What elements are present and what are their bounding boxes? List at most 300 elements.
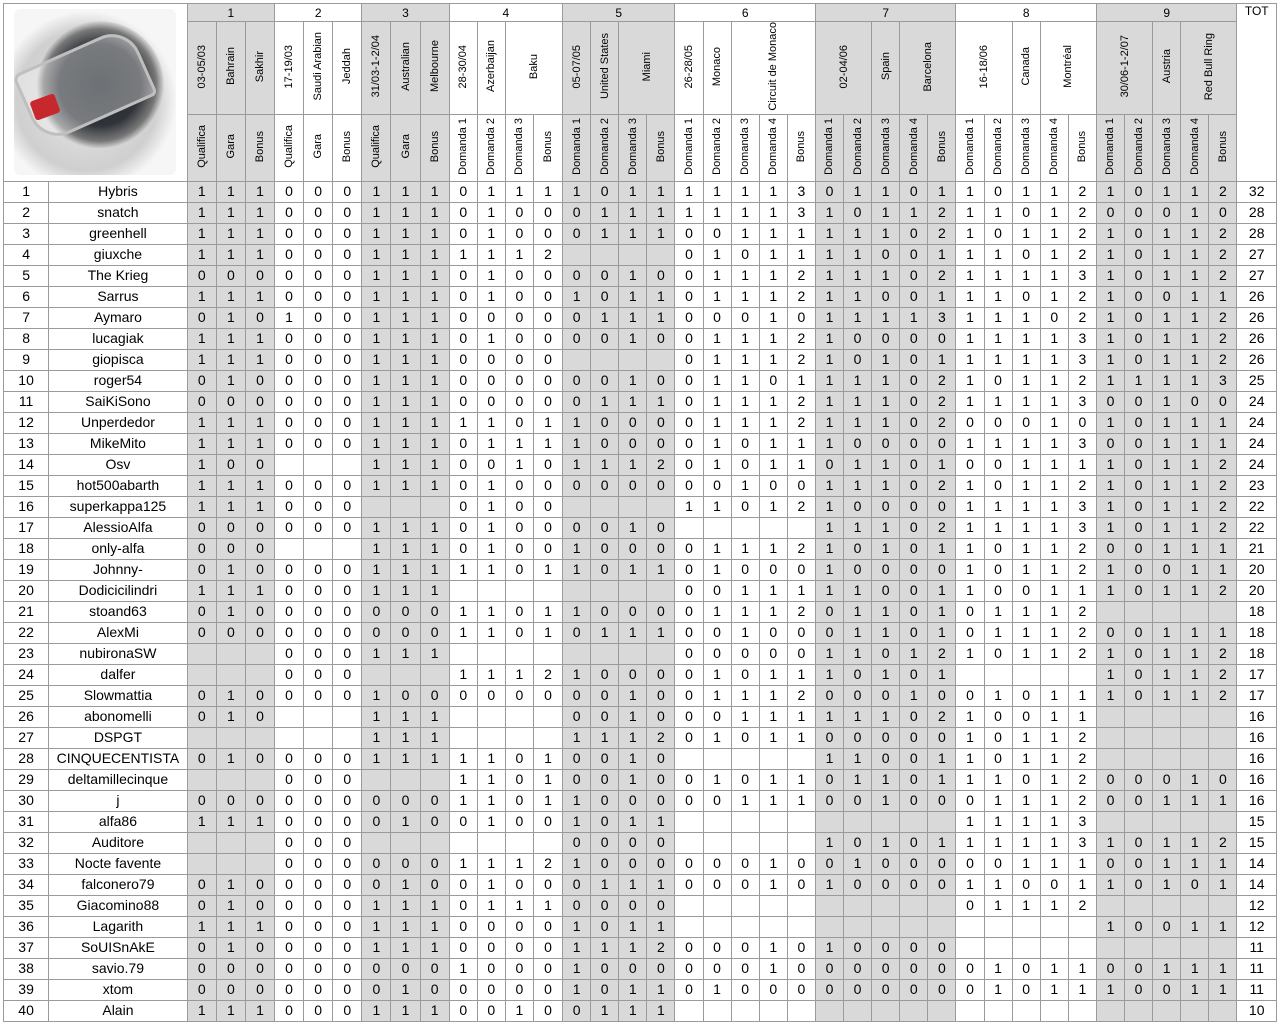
score-cell: 0 [647,790,675,811]
score-cell: 0 [900,328,928,349]
score-cell [216,664,245,685]
score-cell: 0 [787,874,815,895]
score-cell: 0 [872,328,900,349]
score-cell: 1 [1096,265,1124,286]
player-name-cell: deltamillecinque [49,769,188,790]
score-cell [787,1000,815,1021]
score-cell: 1 [956,706,984,727]
player-name-cell: Dodicicilindri [49,580,188,601]
score-cell: 0 [304,202,333,223]
race-date [675,22,703,115]
score-cell: 1 [216,286,245,307]
score-cell: 0 [333,412,362,433]
race-circuit-text: Barcelona [921,41,934,92]
score-cell: 0 [533,517,562,538]
score-cell: 1 [563,937,591,958]
score-cell [619,496,647,517]
player-name-cell: roger54 [49,370,188,391]
score-cell: 0 [1125,853,1153,874]
score-cell: 0 [477,979,505,1000]
score-cell: 1 [420,328,449,349]
round-number-row [4,4,1277,22]
score-cell: 1 [420,1000,449,1021]
score-cell: 0 [647,601,675,622]
score-cell: 0 [563,874,591,895]
score-cell: 1 [1012,328,1040,349]
score-cell: 1 [956,349,984,370]
score-cell [420,832,449,853]
score-cell: 0 [304,895,333,916]
score-cell: 0 [245,517,274,538]
score-cell: 1 [1153,853,1181,874]
score-cell: 0 [1125,790,1153,811]
score-cell [759,748,787,769]
score-cell: 1 [391,916,420,937]
score-cell: 1 [391,433,420,454]
score-cell: 0 [872,874,900,895]
score-cell: 0 [619,895,647,916]
scoring-type-text: Gara [399,133,412,159]
score-cell: 0 [1125,433,1153,454]
score-cell: 1 [1209,412,1237,433]
score-cell: 1 [1153,454,1181,475]
race-circuit-text: Red Bull Ring [1202,32,1215,100]
score-cell: 0 [533,979,562,1000]
score-cell: 1 [1068,454,1096,475]
score-cell: 1 [245,580,274,601]
position-cell: 11 [4,391,49,412]
score-cell: 1 [420,559,449,580]
player-name-cell: Hybris [49,181,188,202]
score-cell: 1 [619,391,647,412]
score-cell: 1 [787,727,815,748]
score-cell: 0 [563,769,591,790]
score-cell: 1 [245,223,274,244]
score-cell: 1 [362,181,391,202]
player-name-cell: Osv [49,454,188,475]
score-cell: 1 [1153,832,1181,853]
score-cell: 1 [1181,496,1209,517]
score-cell: 0 [187,874,216,895]
score-cell: 0 [675,307,703,328]
score-cell: 0 [505,979,533,1000]
player-name-cell: nubironaSW [49,643,188,664]
score-cell: 0 [505,958,533,979]
score-cell: 1 [872,538,900,559]
score-cell: 1 [928,622,956,643]
round-number: 2 [275,4,362,22]
score-cell: 1 [731,790,759,811]
score-cell: 1 [449,958,477,979]
score-cell: 0 [900,622,928,643]
score-cell: 0 [591,328,619,349]
score-cell: 0 [449,916,477,937]
total-cell: 15 [1237,832,1277,853]
score-cell: 1 [187,202,216,223]
score-cell: 1 [703,979,731,1000]
score-cell: 0 [420,622,449,643]
score-cell: 1 [844,853,872,874]
score-cell: 0 [928,727,956,748]
scoring-type-text: Domanda 2 [711,117,724,175]
score-cell: 1 [1181,643,1209,664]
score-cell: 1 [1181,370,1209,391]
score-cell: 1 [984,349,1012,370]
player-name-cell: Nocte favente [49,853,188,874]
score-cell [505,727,533,748]
player-name-cell: lucagiak [49,328,188,349]
score-cell: 1 [391,475,420,496]
score-cell: 0 [187,748,216,769]
score-cell [956,664,984,685]
race-date [815,22,871,115]
score-cell: 1 [872,307,900,328]
score-cell: 1 [563,664,591,685]
score-cell [928,895,956,916]
score-cell: 0 [245,454,274,475]
scoring-type [477,114,505,181]
score-cell: 1 [477,475,505,496]
score-cell: 0 [591,475,619,496]
score-cell: 1 [844,643,872,664]
score-cell: 0 [563,307,591,328]
scoring-type-text: Domanda 1 [1104,117,1117,175]
score-cell: 0 [304,412,333,433]
player-name-cell: abonomelli [49,706,188,727]
score-cell: 1 [1040,475,1068,496]
score-cell: 1 [1040,958,1068,979]
score-cell: 1 [1040,538,1068,559]
score-cell: 0 [563,706,591,727]
score-cell [872,916,900,937]
score-cell: 0 [984,643,1012,664]
race-country-text: Canada [1020,47,1033,86]
score-cell [245,727,274,748]
score-cell [391,832,420,853]
score-cell: 0 [304,349,333,370]
score-cell: 1 [703,181,731,202]
score-cell: 1 [1181,832,1209,853]
total-cell: 11 [1237,979,1277,1000]
total-cell: 12 [1237,916,1277,937]
score-cell [1181,1000,1209,1021]
score-cell: 0 [619,958,647,979]
score-cell: 0 [703,307,731,328]
score-cell: 0 [703,874,731,895]
score-cell: 1 [956,559,984,580]
score-cell [984,1000,1012,1021]
score-cell [1068,916,1096,937]
score-cell: 1 [815,349,843,370]
score-cell: 0 [275,748,304,769]
score-cell: 1 [1153,391,1181,412]
score-cell: 1 [245,181,274,202]
score-cell: 1 [477,244,505,265]
score-cell: 0 [187,601,216,622]
score-cell: 1 [844,391,872,412]
score-cell: 0 [815,601,843,622]
score-cell: 0 [304,958,333,979]
score-cell [362,496,391,517]
score-cell: 1 [647,874,675,895]
score-cell: 0 [900,496,928,517]
score-cell: 0 [1012,874,1040,895]
score-cell: 1 [591,622,619,643]
score-cell [245,853,274,874]
score-cell: 2 [647,727,675,748]
score-cell: 0 [505,517,533,538]
score-cell: 2 [533,853,562,874]
score-cell: 1 [187,181,216,202]
player-name-cell: falconero79 [49,874,188,895]
score-cell: 1 [216,496,245,517]
score-cell: 2 [787,391,815,412]
score-cell [449,580,477,601]
score-cell: 1 [759,685,787,706]
score-cell: 0 [449,1000,477,1021]
score-cell: 2 [1068,769,1096,790]
player-name-cell: Giacomino88 [49,895,188,916]
score-cell: 2 [787,601,815,622]
score-cell [533,706,562,727]
score-cell: 1 [844,748,872,769]
score-cell: 1 [984,517,1012,538]
score-cell: 0 [731,769,759,790]
score-cell: 1 [844,475,872,496]
score-cell: 1 [1181,979,1209,1000]
score-cell: 0 [333,223,362,244]
score-cell [1181,937,1209,958]
score-cell: 1 [1209,958,1237,979]
race-country-text: Australian [399,41,412,91]
score-cell: 0 [245,979,274,1000]
score-cell: 1 [1040,433,1068,454]
race-country [304,22,333,115]
score-cell [1096,727,1124,748]
score-cell: 1 [449,559,477,580]
score-cell [187,853,216,874]
score-cell: 1 [1153,181,1181,202]
score-cell: 0 [1153,559,1181,580]
score-cell: 0 [900,391,928,412]
score-cell: 0 [675,454,703,475]
score-cell: 1 [362,286,391,307]
score-cell [872,895,900,916]
score-cell: 0 [333,349,362,370]
score-cell: 1 [1096,181,1124,202]
score-cell: 0 [333,1000,362,1021]
player-name-cell: SoUISnAkE [49,937,188,958]
score-cell: 0 [675,433,703,454]
score-cell: 1 [533,769,562,790]
score-cell: 1 [815,286,843,307]
score-cell [928,1000,956,1021]
score-cell: 0 [1125,496,1153,517]
scoring-type [1096,114,1124,181]
score-cell [619,580,647,601]
table-row [4,748,1277,769]
score-cell: 2 [1068,559,1096,580]
score-cell: 0 [647,370,675,391]
score-cell: 1 [787,580,815,601]
race-circuit-text: Miami [640,51,653,81]
score-cell: 1 [1181,790,1209,811]
score-cell: 0 [505,223,533,244]
scoring-type-text: Domanda 4 [907,117,920,175]
position-cell: 1 [4,181,49,202]
score-cell: 1 [984,286,1012,307]
score-cell: 0 [275,937,304,958]
total-cell: 24 [1237,454,1277,475]
score-cell: 0 [304,601,333,622]
table-row [4,937,1277,958]
score-cell: 2 [647,454,675,475]
scoring-type [731,114,759,181]
score-cell [787,832,815,853]
score-cell: 1 [956,811,984,832]
position-cell: 8 [4,328,49,349]
table-row [4,475,1277,496]
position-cell: 39 [4,979,49,1000]
score-cell: 1 [1068,853,1096,874]
score-cell [815,1000,843,1021]
position-cell: 24 [4,664,49,685]
score-cell: 0 [245,559,274,580]
score-cell: 1 [844,622,872,643]
position-cell: 6 [4,286,49,307]
table-row [4,559,1277,580]
score-cell: 1 [984,832,1012,853]
score-cell: 0 [304,811,333,832]
score-cell: 0 [956,685,984,706]
score-cell: 0 [872,685,900,706]
score-cell: 0 [533,328,562,349]
score-cell: 0 [449,286,477,307]
score-cell [245,664,274,685]
score-cell [187,769,216,790]
score-cell: 0 [591,769,619,790]
score-cell [1181,727,1209,748]
score-cell: 0 [787,307,815,328]
score-cell: 1 [187,475,216,496]
score-cell: 1 [787,454,815,475]
total-cell: 23 [1237,475,1277,496]
score-cell: 1 [731,181,759,202]
race-country [216,22,245,115]
score-cell [245,643,274,664]
score-cell: 1 [815,412,843,433]
score-cell: 0 [449,874,477,895]
score-cell: 1 [591,937,619,958]
score-cell: 1 [187,223,216,244]
score-cell: 1 [362,580,391,601]
scoring-type [872,114,900,181]
score-cell: 1 [477,790,505,811]
score-cell: 1 [591,727,619,748]
score-cell: 1 [505,454,533,475]
score-cell: 0 [333,286,362,307]
total-cell: 18 [1237,622,1277,643]
score-cell: 1 [1040,979,1068,1000]
score-cell [984,937,1012,958]
score-cell: 0 [449,433,477,454]
score-cell: 1 [1181,559,1209,580]
score-cell: 0 [1012,685,1040,706]
score-cell: 0 [275,475,304,496]
score-cell: 0 [477,958,505,979]
score-cell: 3 [1068,391,1096,412]
score-cell: 1 [1040,769,1068,790]
score-cell: 0 [304,832,333,853]
score-cell: 0 [1125,223,1153,244]
score-cell: 1 [1040,328,1068,349]
score-cell: 0 [647,748,675,769]
score-cell: 1 [815,496,843,517]
score-cell: 0 [477,1000,505,1021]
score-cell: 0 [533,538,562,559]
score-cell: 0 [304,265,333,286]
scoring-type-text: Domanda 3 [1020,117,1033,175]
score-cell [216,832,245,853]
position-cell: 38 [4,958,49,979]
score-cell: 0 [333,601,362,622]
score-cell: 0 [275,349,304,370]
score-cell: 0 [477,916,505,937]
score-cell [563,349,591,370]
score-cell: 0 [333,643,362,664]
score-cell: 1 [956,202,984,223]
score-cell: 1 [1153,643,1181,664]
score-cell: 1 [928,244,956,265]
score-cell: 1 [1012,853,1040,874]
score-cell: 1 [187,811,216,832]
score-cell: 0 [275,370,304,391]
score-cell: 1 [477,853,505,874]
score-cell [703,748,731,769]
score-cell: 0 [449,307,477,328]
score-cell: 1 [1012,307,1040,328]
score-cell [1125,748,1153,769]
score-cell: 0 [362,811,391,832]
score-cell: 1 [563,559,591,580]
score-cell: 1 [362,937,391,958]
score-cell [591,580,619,601]
score-cell: 1 [216,601,245,622]
scoring-type-text: Bonus [253,130,266,162]
score-cell: 1 [1012,538,1040,559]
score-cell: 1 [984,958,1012,979]
score-cell: 1 [362,202,391,223]
score-cell: 1 [477,286,505,307]
score-cell: 1 [245,811,274,832]
score-cell: 3 [928,307,956,328]
score-cell: 1 [216,433,245,454]
scoring-type-text: Domanda 3 [1160,117,1173,175]
score-cell: 1 [563,412,591,433]
score-cell: 1 [1040,286,1068,307]
score-cell [844,1000,872,1021]
score-cell: 0 [619,790,647,811]
score-cell: 2 [1209,454,1237,475]
total-cell: 27 [1237,265,1277,286]
score-cell: 1 [216,895,245,916]
score-cell: 0 [844,958,872,979]
score-cell: 1 [956,328,984,349]
score-cell: 0 [333,475,362,496]
score-cell: 0 [591,538,619,559]
score-cell: 0 [956,412,984,433]
score-cell: 0 [449,391,477,412]
